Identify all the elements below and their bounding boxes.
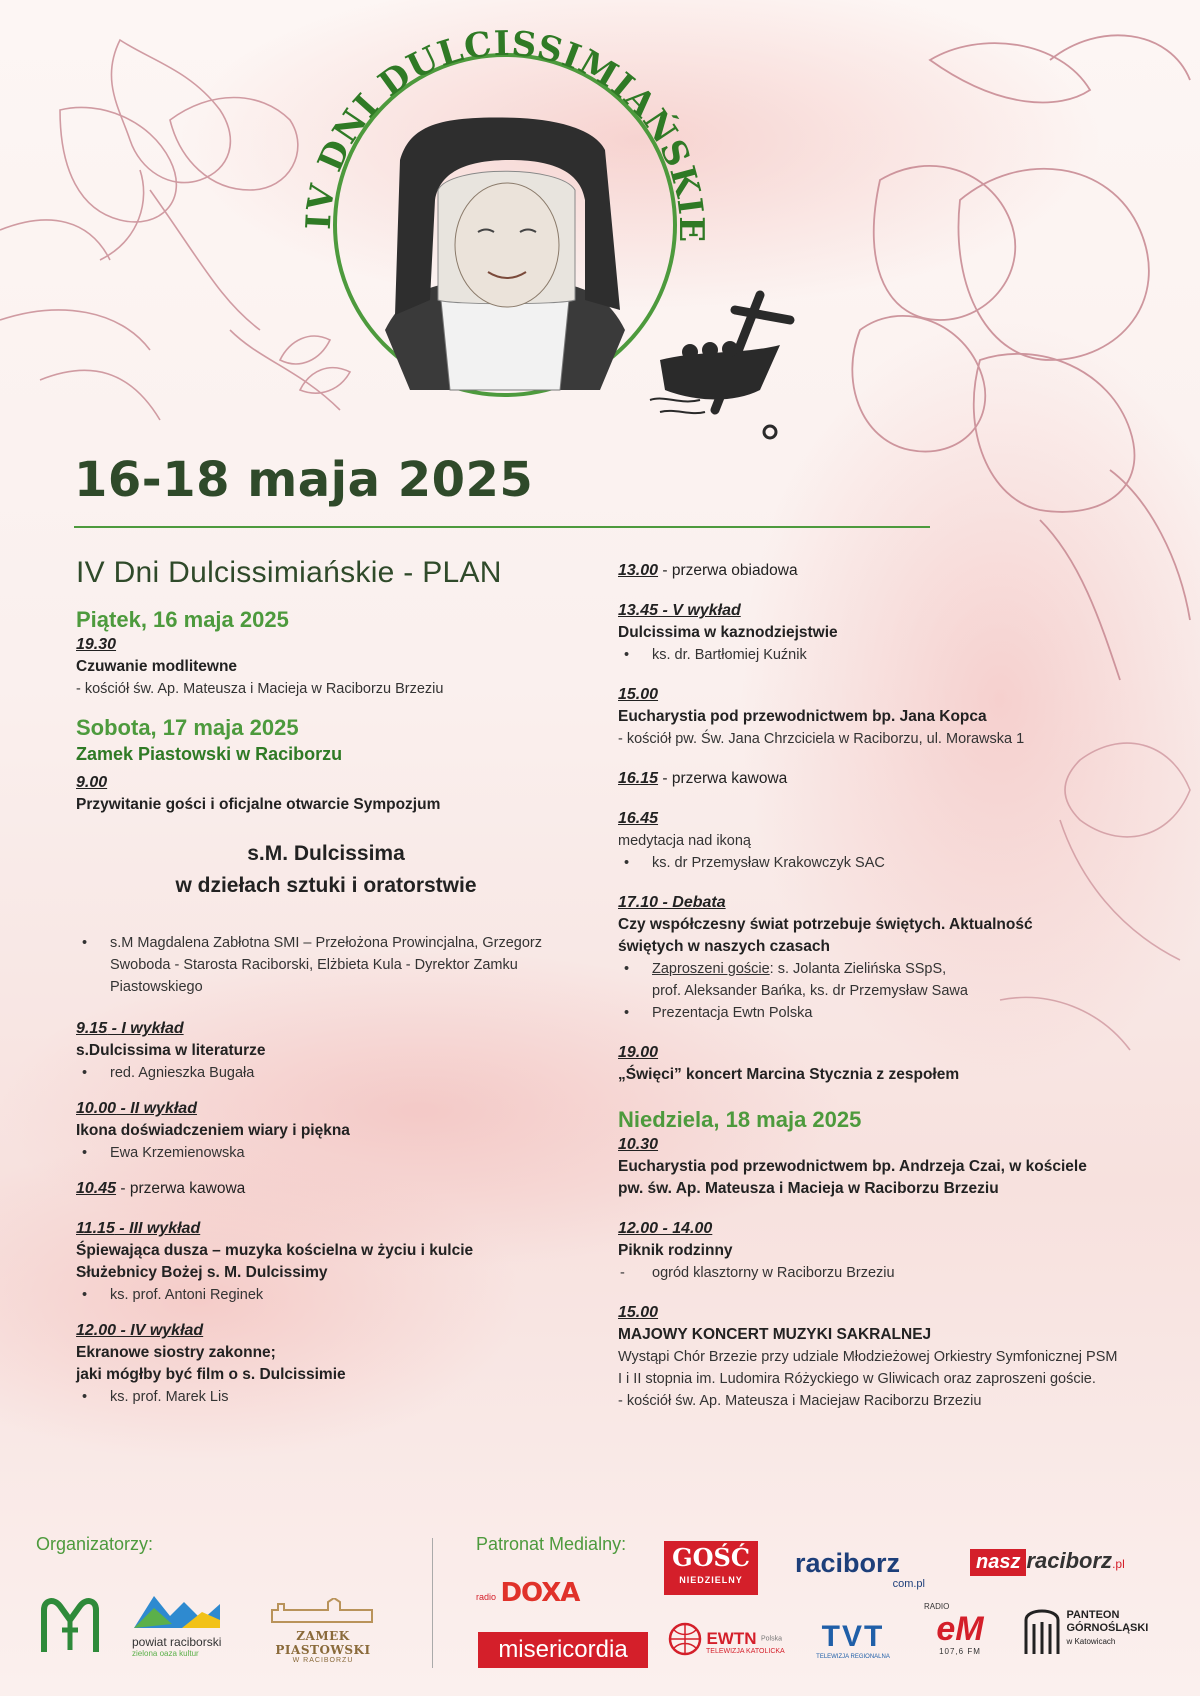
guests-line-2: prof. Aleksander Bańka, ks. dr Przemysław Sawa (652, 983, 968, 999)
event-time: 16.45 (618, 810, 659, 827)
event-concert-saturday (618, 1042, 1158, 1086)
event-time: 13.45 (618, 602, 659, 619)
arc-title: IV DNI DULCISSIMIAŃSKIE (298, 23, 712, 244)
event-opening (76, 772, 576, 816)
castle-icon (268, 1598, 378, 1624)
event-label: - II wykład (116, 1100, 197, 1117)
ewtn-title: EWTN (706, 1629, 757, 1648)
day-saturday: Sobota, 17 maja 2025 (76, 715, 299, 740)
event-coffee-break-1 (76, 1178, 576, 1200)
event-time: 15.00 (618, 686, 659, 703)
nasz-pl: .pl (1112, 1557, 1125, 1571)
event-title-line-2: Służebnicy Bożej s. M. Dulcissimy (76, 1264, 328, 1281)
powiat-name: powiat raciborski (132, 1635, 222, 1649)
event-title: MAJOWY KONCERT MUZYKI SAKRALNEJ (618, 1326, 932, 1343)
event-time: 10.00 (76, 1100, 117, 1117)
venue-saturday: Zamek Piastowski w Raciborzu (76, 744, 343, 764)
powiat-mountains-icon (132, 1590, 222, 1630)
radio-em-freq: 107,6 FM (939, 1647, 981, 1656)
event-speaker: • ks. dr. Bartłomiej Kuźnik (618, 644, 1158, 666)
raciborz-sub: com.pl (892, 1578, 925, 1590)
doxa-title: DOXA (500, 1578, 580, 1608)
event-time: 17.10 (618, 894, 659, 911)
panteon-building-icon (1022, 1600, 1062, 1656)
event-time: 16.15 (618, 770, 659, 787)
event-title-line-2: jaki mógłby być film o s. Dulcissimie (76, 1366, 346, 1383)
header-art (0, 0, 1200, 460)
panteon-line-2: GÓRNOŚLĄSKI (1066, 1621, 1149, 1634)
doxa-radio: radio (476, 1591, 497, 1602)
event-speaker: • ks. prof. Marek Lis (76, 1386, 576, 1408)
event-coffee-break-2 (618, 768, 1158, 790)
event-lunch-break (618, 560, 1158, 582)
day-sunday: Niedziela, 18 maja 2025 (618, 1107, 862, 1132)
radio-em-logo (922, 1602, 998, 1670)
event-title-line-1: Czy współczesny świat potrzebuje świętych. Aktualność (618, 916, 1033, 933)
gosc-sub: NIEDZIELNY (679, 1575, 743, 1585)
congregation-logo-icon (38, 1592, 102, 1658)
debate-extra: • Prezentacja Ewtn Polska (618, 1002, 1158, 1024)
event-title-line-1: Śpiewająca dusza – muzyka kościelna w życiu i kulcie (76, 1242, 474, 1259)
footer-divider (432, 1538, 433, 1668)
zamek-sub: W RACIBORZU (292, 1657, 354, 1664)
event-title: - przerwa kawowa (658, 770, 788, 787)
event-desc-line-2: I i II stopnia im. Ludomira Różyckiego w Gliwicach oraz zaproszeni goście. (618, 1371, 1096, 1387)
event-title-line-1: Ekranowe siostry zakonne; (76, 1344, 276, 1361)
event-time: 15.00 (618, 1304, 659, 1321)
guests-label: Zaproszeni goście (652, 961, 770, 977)
event-place: - ogród klasztorny w Raciborzu Brzeziu (618, 1262, 1158, 1284)
event-picnic (618, 1218, 1158, 1284)
ewtn-polska: Polska (760, 1635, 782, 1643)
event-time: 10.30 (618, 1136, 659, 1153)
event-label: - III wykład (114, 1220, 201, 1237)
opening-guests (76, 932, 576, 998)
nasz-raciborz-name: raciborz (1026, 1548, 1113, 1573)
radio-em-top: RADIO (924, 1602, 950, 1611)
event-concert-sunday (618, 1302, 1158, 1412)
nasz-raciborz-logo (970, 1548, 1150, 1582)
event-lecture-3 (76, 1218, 576, 1306)
event-friday-vigil (76, 634, 576, 700)
date-title: 16-18 maja 2025 (74, 452, 534, 508)
event-label: - Debata (658, 894, 726, 911)
event-speaker: • ks. dr Przemysław Krakowczyk SAC (618, 852, 1158, 874)
tvt-title: TVT (821, 1620, 885, 1653)
tvt-logo (810, 1620, 896, 1666)
radio-em-title: eM (936, 1610, 984, 1648)
event-title: - przerwa kawowa (116, 1180, 246, 1197)
portrait (385, 117, 625, 390)
event-lecture-5 (618, 600, 1158, 666)
schedule-right-column (618, 560, 1158, 1426)
ewtn-logo (668, 1622, 798, 1666)
gosc-title: GOŚĆ (672, 1543, 750, 1572)
event-time: 10.45 (76, 1180, 117, 1197)
raciborz-com-logo (795, 1548, 935, 1592)
panteon-line-1: PANTEON (1066, 1608, 1120, 1621)
schedule-left-column (76, 606, 576, 1422)
event-title: Piknik rodzinny (618, 1242, 733, 1259)
event-time: 19.00 (618, 1044, 659, 1061)
event-lecture-1 (76, 1018, 576, 1084)
event-time: 9.15 (76, 1020, 108, 1037)
theme-line-1: s.M. Dulcissima (247, 842, 405, 865)
guests-line-1: : s. Jolanta Zielińska SSpS, (769, 961, 947, 977)
event-time: 9.00 (76, 774, 108, 791)
event-title: Dulcissima w kaznodziejstwie (618, 624, 838, 641)
event-title: medytacja nad ikoną (618, 833, 751, 849)
symposium-theme (76, 838, 576, 902)
guests-list: • s.M Magdalena Zabłotna SMI – Przełożona Prowincjalna, Grzegorz Swoboda - Starosta Raciborski, Elżbieta Kula - Dyrektor Zamku Piastowskiego (76, 932, 576, 998)
event-title: Przywitanie gości i oficjalne otwarcie Sympozjum (76, 796, 441, 813)
event-time: 12.00 - 14.00 (618, 1220, 713, 1237)
day-friday: Piątek, 16 maja 2025 (76, 607, 289, 632)
event-label: - I wykład (107, 1020, 184, 1037)
powiat-tagline: zielona oaza kultur (132, 1649, 199, 1658)
media-patronage-label: Patronat Medialny: (476, 1534, 627, 1554)
event-title: Ikona doświadczeniem wiary i piękna (76, 1122, 350, 1139)
panteon-line-3: w Katowicach (1066, 1636, 1116, 1646)
event-title: s.Dulcissima w literaturze (76, 1042, 266, 1059)
event-title: - przerwa obiadowa (658, 562, 798, 579)
organizers-label: Organizatorzy: (36, 1534, 154, 1554)
event-title: Czuwanie modlitewne (76, 658, 238, 675)
cross-boat-emblem (650, 295, 790, 438)
plan-title: IV Dni Dulcissimiańskie - PLAN (76, 556, 502, 589)
powiat-logo (132, 1590, 222, 1666)
event-label: - IV wykład (116, 1322, 204, 1339)
event-speaker: • Ewa Krzemienowska (76, 1142, 576, 1164)
title-divider (74, 526, 930, 528)
event-time: 12.00 (76, 1322, 117, 1339)
zamek-name: ZAMEK PIASTOWSKI (275, 1629, 371, 1657)
panteon-logo (1022, 1600, 1172, 1666)
event-title-line-1: Eucharystia pod przewodnictwem bp. Andrzeja Czai, w kościele (618, 1158, 1087, 1175)
event-mass-sunday (618, 1134, 1158, 1200)
tvt-sub: TELEWIZJA REGIONALNA (816, 1654, 890, 1660)
event-lecture-4 (76, 1320, 576, 1408)
event-speaker: • red. Agnieszka Bugała (76, 1062, 576, 1084)
event-place: - kościół św. Ap. Mateusza i Macieja w Raciborzu Brzeziu (76, 681, 444, 697)
event-mass-saturday (618, 684, 1158, 750)
event-label: - V wykład (658, 602, 741, 619)
event-desc-line-1: Wystąpi Chór Brzezie przy udziale Młodzieżowej Orkiestry Symfonicznej PSM (618, 1349, 1118, 1365)
event-speaker: • ks. prof. Antoni Reginek (76, 1284, 576, 1306)
zamek-logo (248, 1598, 398, 1668)
ewtn-sub: TELEWIZJA KATOLICKA (706, 1648, 785, 1655)
event-place: - kościół św. Ap. Mateusza i Maciejaw Raciborzu Brzeziu (618, 1393, 982, 1409)
radio-doxa-logo (476, 1578, 586, 1614)
event-title: „Święci” koncert Marcina Stycznia z zespołem (618, 1066, 960, 1083)
event-time: 13.00 (618, 562, 659, 579)
event-place: - kościół pw. Św. Jana Chrzciciela w Raciborzu, ul. Morawska 1 (618, 731, 1025, 747)
event-time: 11.15 (76, 1220, 115, 1237)
event-lecture-2 (76, 1098, 576, 1164)
event-debate (618, 892, 1158, 1024)
gosc-niedzielny-logo (664, 1541, 758, 1595)
event-title-line-2: pw. św. Ap. Mateusza i Macieja w Raciborzu Brzeziu (618, 1180, 999, 1197)
event-title: Eucharystia pod przewodnictwem bp. Jana Kopca (618, 708, 987, 725)
event-meditation (618, 808, 1158, 874)
event-time: 19.30 (76, 636, 117, 653)
misericordia-logo: misericordia (478, 1632, 648, 1668)
ewtn-globe-icon (668, 1622, 702, 1656)
theme-line-2: w dziełach sztuki i oratorstwie (175, 874, 477, 897)
raciborz-title: raciborz (795, 1548, 901, 1578)
nasz-label: nasz (970, 1549, 1026, 1576)
event-title-line-2: świętych w naszych czasach (618, 938, 830, 955)
